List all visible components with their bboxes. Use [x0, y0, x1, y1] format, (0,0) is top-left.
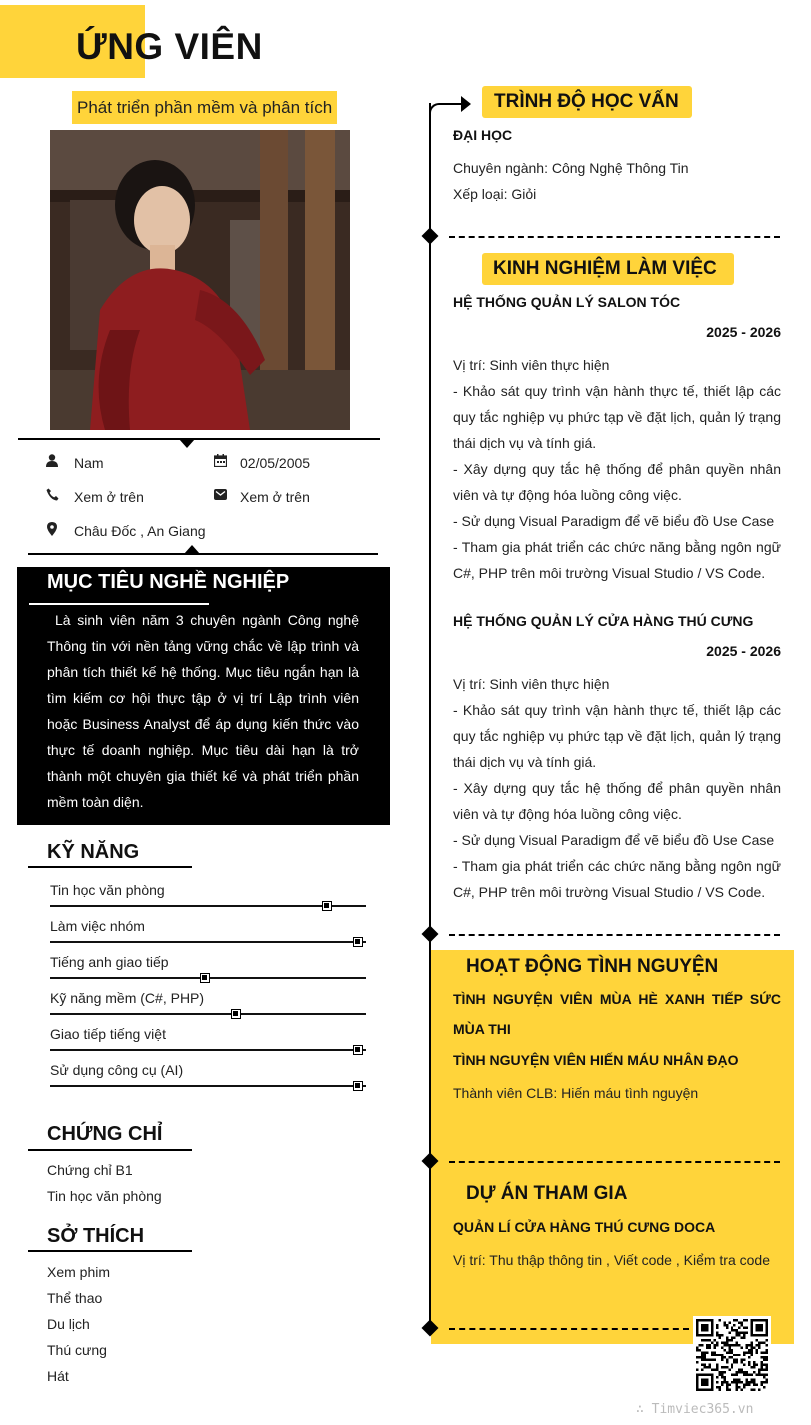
skill-name: Sử dụng công cụ (AI): [50, 1062, 184, 1078]
gender-text: Nam: [74, 455, 104, 471]
certificates-title-underline: [28, 1149, 192, 1151]
job-bullet: - Xây dựng quy tắc hệ thống để phân quyền nhân viên và tự động hóa luồng công việc.: [453, 780, 781, 822]
skill-name: Kỹ năng mềm (C#, PHP): [50, 990, 205, 1006]
skills-title-underline: [28, 866, 192, 868]
user-icon: [44, 454, 60, 470]
watermark-text: Timviec365.vn: [651, 1402, 754, 1417]
job-bullet: - Sử dụng Visual Paradigm để vẽ biểu đồ Use Case: [453, 513, 775, 529]
hobby-item: Thú cưng: [47, 1342, 107, 1358]
timeline-diamond: [422, 926, 439, 943]
skill-level-knob: [231, 1009, 241, 1019]
objective-title-underline: [29, 603, 209, 605]
info-top-triangle: [179, 439, 195, 448]
job-bullet: - Xây dựng quy tắc hệ thống để phân quyền nhân viên và tự động hóa luồng công việc.: [453, 461, 781, 503]
section-dashed-divider: [449, 1328, 689, 1330]
email-icon: [212, 488, 228, 504]
hobby-item: Thể thao: [47, 1290, 103, 1306]
job-bullet: - Tham gia phát triển các chức năng bằng ngôn ngữ C#, PHP trên môi trường Visual Studio / VS Code.: [453, 539, 781, 581]
job-position: Phát triển phần mềm và phân tích: [72, 91, 337, 124]
timeline-diamond: [422, 228, 439, 245]
certificates-title: CHỨNG CHỈ: [47, 1123, 163, 1145]
skill-track: [50, 1049, 366, 1051]
volunteer-detail: Thành viên CLB: Hiến máu tình nguyện: [453, 1085, 699, 1101]
avatar: [50, 130, 350, 430]
address-text: Châu Đốc , An Giang: [74, 523, 206, 539]
skill-name: Tin học văn phòng: [50, 882, 165, 898]
birthdate-text: 02/05/2005: [240, 455, 311, 471]
section-dashed-divider: [449, 934, 780, 936]
education-title: TRÌNH ĐỘ HỌC VẤN: [494, 91, 679, 112]
candidate-name: ỨNG VIÊN: [76, 26, 263, 67]
hobby-item: Hát: [47, 1368, 69, 1384]
career-objective-panel: [17, 567, 390, 825]
volunteer-item: TÌNH NGUYỆN VIÊN MÙA HÈ XANH TIẾP SỨC MÙA THI: [453, 991, 781, 1037]
qr-code: [693, 1316, 771, 1394]
job-name: HỆ THỐNG QUẢN LÝ SALON TÓC: [453, 294, 681, 310]
job-date: 2025 - 2026: [706, 643, 781, 659]
skill-level-knob: [353, 1081, 363, 1091]
skills-title: KỸ NĂNG: [47, 841, 140, 863]
phone-icon: [44, 488, 60, 504]
location-pin-icon: [44, 522, 60, 538]
section-dashed-divider: [449, 236, 780, 238]
skill-name: Làm việc nhóm: [50, 918, 145, 934]
objective-title: MỤC TIÊU NGHỀ NGHIỆP: [47, 571, 290, 593]
job-bullet: - Tham gia phát triển các chức năng bằng ngôn ngữ C#, PHP trên môi trường Visual Studio / VS Code.: [453, 858, 781, 900]
education-grade: Xếp loại: Giỏi: [453, 186, 537, 202]
projects-title: DỰ ÁN THAM GIA: [466, 1183, 628, 1204]
skill-name: Tiếng anh giao tiếp: [50, 954, 169, 970]
skill-track: [50, 1085, 366, 1087]
skill-level-knob: [200, 973, 210, 983]
project-name: QUẢN LÍ CỬA HÀNG THÚ CƯNG DOCA: [453, 1219, 716, 1235]
skill-level-knob: [322, 901, 332, 911]
phone-text: Xem ở trên: [74, 489, 144, 505]
skill-level-knob: [353, 937, 363, 947]
hobbies-title-underline: [28, 1250, 192, 1252]
hobbies-title: SỞ THÍCH: [47, 1225, 145, 1247]
education-major: Chuyên ngành: Công Nghệ Thông Tin: [453, 160, 689, 176]
skill-track: [50, 941, 366, 943]
job-date: 2025 - 2026: [706, 324, 781, 340]
job-role: Vị trí: Sinh viên thực hiện: [453, 676, 610, 692]
calendar-icon: [212, 454, 228, 470]
job-bullet: - Khảo sát quy trình vận hành thực tế, thiết lập các quy tắc nghiệp vụ phức tạp về đặt lịch, quản lý trạng thái dịch vụ và tính giá.: [453, 702, 781, 770]
job-role: Vị trí: Sinh viên thực hiện: [453, 357, 610, 373]
timeline-line: [429, 103, 431, 1328]
certificate-item: Tin học văn phòng: [47, 1188, 162, 1204]
volunteer-item: TÌNH NGUYỆN VIÊN HIẾN MÁU NHÂN ĐẠO: [453, 1052, 739, 1068]
email-text: Xem ở trên: [240, 489, 310, 505]
section-dashed-divider: [449, 1161, 780, 1163]
timeline-arrow-curve: [429, 103, 465, 125]
job-bullet: - Khảo sát quy trình vận hành thực tế, thiết lập các quy tắc nghiệp vụ phức tạp về đặt lịch, quản lý trạng thái dịch vụ và tính giá.: [453, 383, 781, 451]
job-bullet: - Sử dụng Visual Paradigm để vẽ biểu đồ Use Case: [453, 832, 775, 848]
hobby-item: Xem phim: [47, 1264, 111, 1280]
timeline-arrowhead: [461, 96, 471, 112]
watermark: ∴ Timviec365.vn: [636, 1402, 754, 1417]
education-school: ĐẠI HỌC: [453, 127, 513, 143]
skill-track: [50, 905, 366, 907]
skill-track: [50, 1013, 366, 1015]
job-name: HỆ THỐNG QUẢN LÝ CỬA HÀNG THÚ CƯNG: [453, 613, 754, 629]
skill-level-knob: [353, 1045, 363, 1055]
objective-text: Là sinh viên năm 3 chuyên ngành Công nghệ Thông tin với nền tảng vững chắc về lập trình và phân tích thiết kế hệ thống. Mục tiêu ngắn hạn là tìm kiếm cơ hội thực tập ở vị trí Lập trình viên hoặc Business Analyst để áp dụng kiến thức vào thực tế doanh nghiệp. Mục tiêu dài hạn là trở thành một chuyên gia thiết kế và phát triển phần mềm toàn diện.: [47, 612, 359, 810]
project-role: Vị trí: Thu thập thông tin , Viết code , Kiểm tra code: [453, 1252, 770, 1268]
info-bottom-divider: [28, 553, 378, 555]
hobby-item: Du lịch: [47, 1316, 90, 1332]
skill-name: Giao tiếp tiếng việt: [50, 1026, 166, 1042]
certificate-item: Chứng chỉ B1: [47, 1162, 133, 1178]
info-top-divider: [18, 438, 380, 440]
experience-title: KINH NGHIỆM LÀM VIỆC: [493, 258, 717, 279]
volunteer-title: HOẠT ĐỘNG TÌNH NGUYỆN: [466, 956, 719, 977]
